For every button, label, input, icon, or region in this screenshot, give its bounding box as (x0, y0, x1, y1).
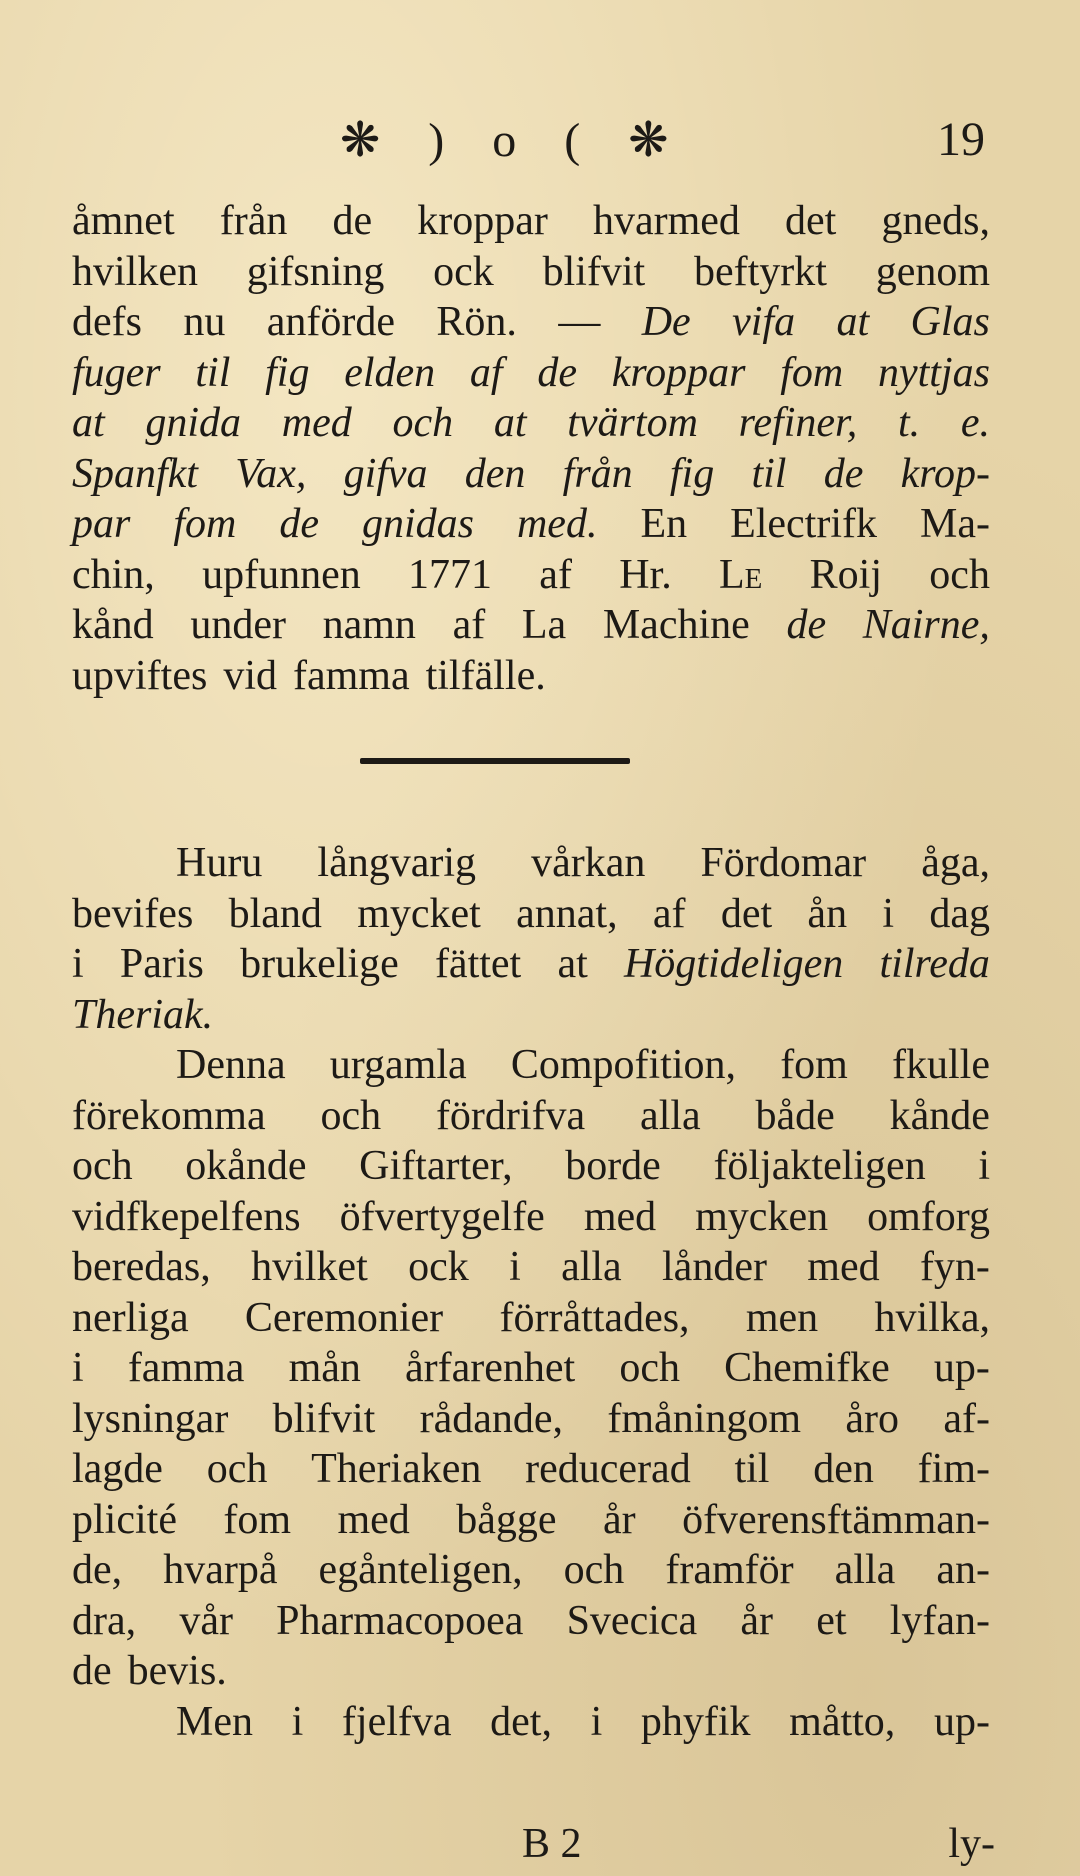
word: at (493, 400, 527, 446)
word: brukelige (240, 941, 399, 987)
word: Fördomar (700, 840, 867, 886)
word: En (640, 501, 688, 547)
word: borde (565, 1143, 661, 1189)
word: tilfälle. (425, 652, 546, 699)
text-line (72, 838, 990, 889)
word: alla (834, 1547, 896, 1593)
word: de (279, 501, 319, 547)
word: phyfik (640, 1698, 751, 1745)
word: och (619, 1345, 681, 1391)
word: Paris (119, 941, 204, 987)
word: par (72, 501, 131, 547)
word: med (583, 1193, 657, 1240)
word: fom (780, 349, 844, 396)
text-line (72, 247, 990, 298)
word: Vax, (235, 450, 307, 497)
word: up- (933, 1698, 990, 1745)
word: chin, (72, 551, 155, 598)
word: fkulle (892, 1042, 990, 1088)
word: til (751, 450, 787, 497)
word: 1771 (408, 551, 493, 598)
word: nyttjas (877, 349, 990, 396)
word: nerliga (72, 1294, 189, 1341)
word: från (219, 198, 288, 244)
word: Svecica (566, 1597, 698, 1644)
word: rådande, (419, 1395, 564, 1442)
word: Glas (910, 299, 990, 345)
text-line (72, 196, 990, 247)
word: årfarenhet (405, 1345, 576, 1391)
word: hvilka, (874, 1294, 990, 1341)
text-line (72, 889, 990, 940)
word: Högtideligen (623, 941, 844, 987)
word: t. (897, 400, 921, 446)
word: Chemifke (724, 1345, 890, 1391)
word: elden (344, 349, 436, 396)
word: Giftarter, (359, 1143, 513, 1189)
word: och (206, 1446, 268, 1492)
header-ornament: ❋ ) o ( ❋ (340, 114, 687, 167)
word: Roij (809, 551, 883, 598)
word: blifvit (542, 248, 646, 295)
word: det (720, 890, 773, 937)
word: bland (228, 890, 322, 937)
text-line (72, 1646, 990, 1697)
word: Rön. (436, 299, 517, 345)
word: Huru (176, 840, 263, 886)
text-line (72, 499, 990, 550)
word: fjelfva (341, 1698, 452, 1745)
word: Theriak. (72, 991, 214, 1038)
word: dag (929, 890, 990, 937)
word: fördrifva (435, 1092, 586, 1139)
text-line (72, 1545, 990, 1596)
word: Theriaken (311, 1446, 482, 1492)
word: fom (173, 501, 237, 547)
word: Hr. (619, 551, 672, 598)
word: Denna (176, 1042, 286, 1088)
word: Nairne, (862, 602, 990, 648)
text-line (72, 1495, 990, 1546)
word: och (72, 1143, 133, 1189)
word: lysningar (72, 1395, 229, 1442)
word: de (332, 198, 373, 244)
word: fom (223, 1496, 292, 1543)
word: fuger (72, 349, 161, 396)
word: nu (183, 299, 226, 345)
word: tilreda (879, 941, 990, 987)
word: namn (322, 602, 416, 648)
word: Ma- (919, 501, 990, 547)
word: vid (223, 652, 277, 699)
running-header (0, 112, 1080, 172)
word: — (558, 299, 601, 345)
word: Electrifk (730, 501, 877, 547)
word: och (563, 1547, 625, 1593)
word: Machine (602, 602, 750, 648)
word: långvarig (317, 840, 477, 886)
word: af (452, 602, 486, 648)
word: ån (807, 890, 848, 937)
word: åro (845, 1395, 899, 1442)
paragraph-4 (72, 1697, 990, 1748)
word: i (509, 1244, 521, 1290)
text-line (72, 348, 990, 399)
word: upviftes (72, 652, 208, 699)
word: defs (72, 299, 142, 345)
word: Ceremonier (244, 1294, 444, 1341)
word: i (72, 941, 84, 987)
word: och (320, 1092, 382, 1139)
word: åmnet (72, 198, 175, 244)
word: af- (943, 1395, 990, 1442)
word: kroppar (611, 349, 746, 396)
word: annat, (516, 890, 618, 937)
word: Pharmacopoea (276, 1597, 524, 1644)
word: år (740, 1597, 773, 1644)
word: de (537, 349, 577, 396)
word: bevis. (127, 1648, 227, 1694)
word: alla (640, 1092, 701, 1139)
word: mån (288, 1345, 361, 1391)
word: beftyrkt (693, 248, 827, 295)
text-line (72, 1091, 990, 1142)
word: hvilken (72, 248, 198, 295)
word: med. (516, 501, 598, 547)
word: med (807, 1244, 880, 1290)
word: krop- (900, 450, 990, 497)
word: år (602, 1496, 636, 1543)
word: at (72, 400, 105, 446)
word: famma (292, 652, 410, 699)
word: i (882, 890, 895, 937)
word: gneds, (881, 198, 990, 244)
page-number: 19 (937, 113, 985, 166)
word: förråttades, (499, 1294, 690, 1341)
word: men (745, 1294, 819, 1341)
text-line (72, 449, 990, 500)
paragraphs-main (72, 838, 990, 1747)
paragraph-1 (72, 196, 990, 701)
word: i (72, 1345, 84, 1391)
word: bevifes (72, 890, 194, 937)
section-divider (360, 758, 630, 764)
word: med (337, 1496, 410, 1543)
word: af (539, 551, 572, 598)
word: följakteligen (713, 1143, 926, 1189)
word: kånde (889, 1092, 990, 1139)
word: de (823, 450, 864, 497)
word: den (464, 450, 526, 497)
page-footer (0, 1820, 1080, 1870)
word: tvärtom (567, 400, 698, 446)
word: fom (780, 1042, 848, 1088)
word: det (785, 198, 837, 244)
word: kroppar (417, 198, 548, 244)
text-line (72, 990, 990, 1041)
text-line (72, 1192, 990, 1243)
word: mycken (695, 1193, 829, 1240)
word: i (590, 1698, 603, 1745)
word: e. (960, 400, 990, 446)
word: Compofition, (510, 1042, 737, 1088)
word: framför (665, 1547, 794, 1593)
word: de, (72, 1547, 123, 1593)
word: Le (719, 551, 763, 598)
word: fyn- (919, 1244, 990, 1290)
paragraph-2 (72, 838, 990, 1040)
text-line (72, 939, 990, 990)
word: dra, (72, 1597, 137, 1644)
text-line (72, 398, 990, 449)
word: fim- (917, 1446, 990, 1492)
word: förekomma (72, 1092, 266, 1139)
word: up- (933, 1345, 990, 1391)
text-line (72, 297, 990, 348)
word: ock (433, 248, 494, 295)
word: an- (936, 1547, 990, 1593)
word: åga, (921, 840, 990, 886)
word: urgamla (329, 1042, 467, 1088)
word: kånd (72, 602, 154, 648)
word: hvarmed (592, 198, 740, 244)
text-line (72, 550, 990, 601)
paragraph-3 (72, 1040, 990, 1697)
word: lyfan- (889, 1597, 990, 1644)
word: beredas, (72, 1244, 211, 1290)
word: de (786, 602, 827, 648)
word: et (816, 1597, 847, 1644)
text-line (72, 1242, 990, 1293)
word: Spanfkt (72, 450, 198, 497)
word: alla (561, 1244, 622, 1290)
word: genom (875, 248, 990, 295)
word: hvarpå (163, 1547, 278, 1593)
word: gifva (343, 450, 428, 497)
word: refiner, (738, 400, 858, 446)
word: med (281, 400, 352, 446)
word: plicité (72, 1496, 177, 1543)
catchword: ly- (948, 1821, 995, 1867)
word: til (195, 349, 231, 396)
word: lånder (662, 1244, 767, 1290)
word: måtto, (789, 1698, 896, 1745)
word: af (469, 349, 503, 396)
word: den (813, 1446, 874, 1492)
text-line (72, 1141, 990, 1192)
text-line (72, 651, 990, 702)
word: i (978, 1143, 990, 1189)
word: och (392, 400, 454, 446)
word: De (641, 299, 691, 345)
word: vår (179, 1597, 233, 1644)
word: de (72, 1648, 112, 1694)
word: vidfkepelfens (72, 1193, 301, 1240)
word: La (521, 602, 567, 648)
text-line (72, 600, 990, 651)
signature-mark: B 2 (522, 1821, 582, 1867)
text-line (72, 1394, 990, 1445)
word: bågge (456, 1496, 557, 1543)
word: til (734, 1446, 770, 1492)
word: af (652, 890, 686, 937)
word: gnida (145, 400, 242, 446)
word: under (190, 602, 286, 648)
word: famma (127, 1345, 245, 1391)
word: fättet (434, 941, 522, 987)
word: det, (490, 1698, 552, 1745)
word: fig (669, 450, 715, 497)
word: reducerad (525, 1446, 691, 1492)
text-line (72, 1040, 990, 1091)
word: vifa (732, 299, 796, 345)
word: blifvit (272, 1395, 376, 1442)
word: och (929, 551, 990, 598)
word: egånteligen, (318, 1547, 523, 1593)
word: mycket (357, 890, 481, 937)
word: gifsning (246, 248, 385, 295)
word: i (291, 1698, 304, 1745)
word: vårkan (531, 840, 646, 886)
word: anförde (266, 299, 396, 345)
text-line (72, 1293, 990, 1344)
word: från (562, 450, 633, 497)
word: öfvertygelfe (339, 1193, 545, 1240)
text-line (72, 1343, 990, 1394)
word: omforg (867, 1193, 990, 1240)
word: ock (408, 1244, 469, 1290)
text-line (72, 1697, 990, 1748)
word: lagde (72, 1446, 163, 1492)
word: både (755, 1092, 835, 1139)
text-line (72, 1596, 990, 1647)
word: öfverensftämman- (682, 1496, 990, 1543)
word: at (557, 941, 588, 987)
word: at (836, 299, 870, 345)
text-line (72, 1444, 990, 1495)
word: fmåningom (607, 1395, 802, 1442)
word: okånde (185, 1143, 307, 1189)
word: Men (176, 1698, 253, 1745)
word: hvilket (251, 1244, 368, 1290)
word: fig (265, 349, 310, 396)
word: upfunnen (202, 551, 361, 598)
word: gnidas (361, 501, 474, 547)
